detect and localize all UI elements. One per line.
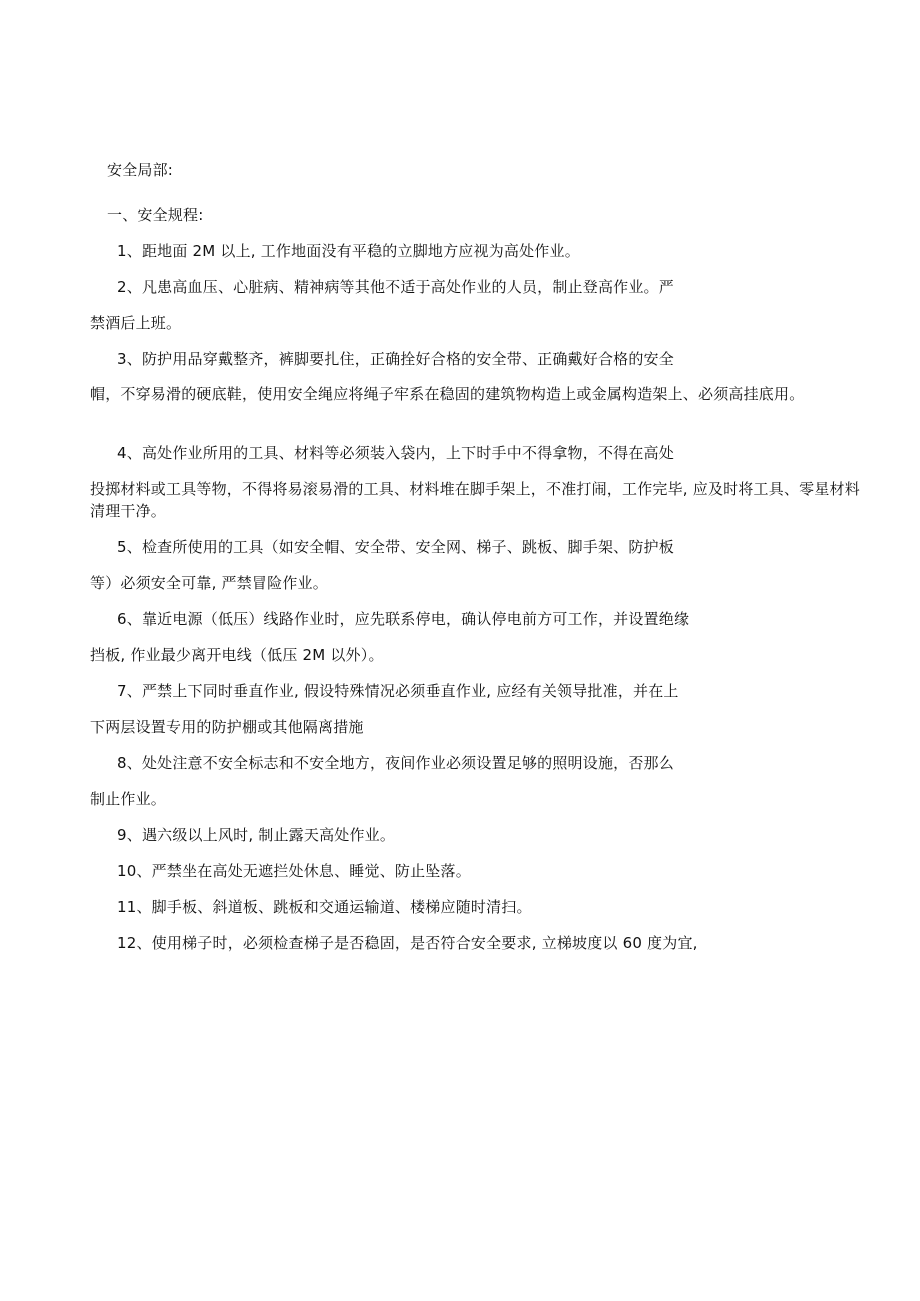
rule-9: 9、遇六级以上风时, 制止露天高处作业。 [117, 826, 396, 844]
rule-12: 12、使用梯子时，必须检查梯子是否稳固，是否符合安全要求, 立梯坡度以 60 度为宜, [117, 934, 698, 952]
rule-4-continuation: 投掷材料或工具等物，不得将易滚易滑的工具、材料堆在脚手架上，不准打闹，工作完毕, 应及时将工具、零星材料清理干净。 [90, 480, 860, 520]
rule-2: 2、凡患高血压、心脏病、精神病等其他不适于高处作业的人员，制止登高作业。严 [117, 278, 674, 296]
rule-4: 4、高处作业所用的工具、材料等必须装入袋内，上下时手中不得拿物，不得在高处 [117, 444, 674, 462]
rule-6: 6、靠近电源（低压）线路作业时，应先联系停电，确认停电前方可工作，并设置绝缘 [117, 610, 690, 628]
rule-11: 11、脚手板、斜道板、跳板和交通运输道、楼梯应随时清扫。 [117, 898, 532, 916]
rule-5: 5、检查所使用的工具（如安全帽、安全带、安全网、梯子、跳板、脚手架、防护板 [117, 538, 674, 556]
rule-8: 8、处处注意不安全标志和不安全地方，夜间作业必须设置足够的照明设施，否那么 [117, 754, 674, 772]
section-title: 安全局部: [107, 161, 174, 179]
rule-7-continuation: 下两层设置专用的防护棚或其他隔离措施 [90, 718, 364, 736]
subsection-title: 一、安全规程: [107, 206, 204, 224]
rule-8-continuation: 制止作业。 [90, 790, 167, 808]
rule-3-continuation: 帽，不穿易滑的硬底鞋，使用安全绳应将绳子牢系在稳固的建筑物构造上或金属构造架上、必须高挂底用。 [90, 385, 805, 403]
rule-10: 10、严禁坐在高处无遮拦处休息、睡觉、防止坠落。 [117, 862, 471, 880]
rule-3: 3、防护用品穿戴整齐，裤脚要扎住，正确拴好合格的安全带、正确戴好合格的安全 [117, 350, 674, 368]
rule-7: 7、严禁上下同时垂直作业, 假设特殊情况必须垂直作业, 应经有关领导批准，并在上 [117, 682, 679, 700]
rule-5-continuation: 等）必须安全可靠, 严禁冒险作业。 [90, 574, 328, 592]
rule-6-continuation: 挡板, 作业最少离开电线（低压 2M 以外）。 [90, 646, 384, 664]
rule-1: 1、距地面 2M 以上, 工作地面没有平稳的立脚地方应视为高处作业。 [117, 242, 580, 260]
rule-2-continuation: 禁酒后上班。 [90, 314, 182, 332]
